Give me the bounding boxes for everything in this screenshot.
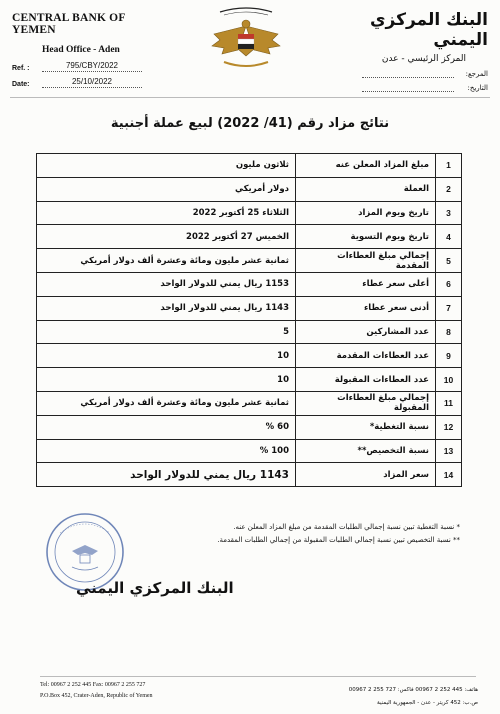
table-row — [37, 154, 462, 178]
footer-address-en: P.O.Box 452, Crater-Aden, Republic of Yemen — [40, 693, 153, 700]
footnote-coverage: * نسبة التغطية تبين نسبة إجمالي الطلبات المقدمة من مبلغ المزاد المعلن عنه. — [233, 523, 460, 531]
table-row — [37, 415, 462, 439]
row-label: تاريخ ويوم التسوية — [296, 225, 436, 249]
row-number: 7 — [436, 296, 462, 320]
row-value: 10 — [37, 344, 296, 368]
date-label: Date: — [12, 81, 30, 88]
row-label: نسبة التغطية* — [296, 415, 436, 439]
date-label-arabic: التاريخ: — [467, 84, 488, 92]
row-number: 9 — [436, 344, 462, 368]
footer-divider — [40, 676, 476, 677]
table-row — [37, 391, 462, 415]
date-blank-arabic — [362, 91, 454, 92]
footer-english — [40, 680, 153, 703]
row-value: 1153 ريال يمني للدولار الواحد — [37, 272, 296, 296]
office-arabic: المركز الرئيسي - عدن — [381, 54, 466, 64]
bank-name-arabic: البنك المركزي اليمني — [369, 10, 488, 50]
row-label: أدنى سعر عطاء — [296, 296, 436, 320]
row-number: 14 — [436, 463, 462, 487]
footer-address-ar: ص.ب: 452 كريتر - عدن - الجمهورية اليمنية — [377, 700, 478, 707]
row-number: 5 — [436, 249, 462, 273]
table-row — [37, 368, 462, 392]
footer-tel-fax-en: Tel: 00967 2 252 445 Fax: 00967 2 255 727 — [40, 682, 146, 688]
ref-label-arabic: المرجع: — [465, 70, 488, 78]
row-value: ثمانية عشر مليون ومائة وعشرة ألف دولار أمريكي — [37, 249, 296, 273]
row-number: 6 — [436, 272, 462, 296]
row-label: إجمالي مبلغ العطاءات المقبولة — [296, 391, 436, 415]
header-arabic — [338, 10, 488, 92]
row-number: 3 — [436, 201, 462, 225]
table-row — [37, 249, 462, 273]
table-row — [37, 177, 462, 201]
row-number: 12 — [436, 415, 462, 439]
yemen-eagle-emblem-icon — [208, 6, 284, 72]
row-value: 60 % — [37, 415, 296, 439]
row-label: عدد العطاءات المقبولة — [296, 368, 436, 392]
auction-results-table — [36, 153, 462, 487]
ref-row-arabic — [338, 70, 488, 78]
ref-value: 795/CBY/2022 — [42, 61, 142, 72]
footnote-allocation: ** نسبة التخصيص تبين نسبة إجمالي الطلبات المقبولة من إجمالي الطلبات المقدمة. — [217, 536, 460, 545]
date-value: 25/10/2022 — [42, 77, 142, 88]
row-value: 5 — [37, 320, 296, 344]
ref-label: Ref. : — [12, 65, 30, 72]
table-row — [37, 296, 462, 320]
date-row — [12, 77, 162, 88]
row-value: ثلاثون مليون — [37, 154, 296, 178]
row-number: 13 — [436, 439, 462, 463]
row-number: 8 — [436, 320, 462, 344]
office-english: Head Office - Aden — [42, 45, 120, 55]
table-row — [37, 225, 462, 249]
header-divider — [10, 97, 490, 98]
ref-blank-arabic — [362, 77, 454, 78]
row-value: ثمانية عشر مليون ومائة وعشرة ألف دولار أمريكي — [37, 391, 296, 415]
table-row — [37, 201, 462, 225]
row-label: نسبة التخصيص** — [296, 439, 436, 463]
row-value: 1143 ريال يمني للدولار الواحد — [37, 463, 296, 487]
row-value: 100 % — [37, 439, 296, 463]
row-label: إجمالي مبلغ العطاءات المقدمة — [296, 249, 436, 273]
row-label: مبلغ المزاد المعلن عنه — [296, 154, 436, 178]
table-row — [37, 272, 462, 296]
row-number: 2 — [436, 177, 462, 201]
table-row — [37, 439, 462, 463]
row-label: عدد المشاركين — [296, 320, 436, 344]
table-row — [37, 344, 462, 368]
row-value: 10 — [37, 368, 296, 392]
row-number: 10 — [436, 368, 462, 392]
date-row-arabic — [338, 84, 488, 92]
row-value: 1143 ريال يمني للدولار الواحد — [37, 296, 296, 320]
header-english — [12, 12, 162, 88]
row-value: الثلاثاء 25 أكتوبر 2022 — [37, 201, 296, 225]
row-label: تاريخ ويوم المزاد — [296, 201, 436, 225]
row-value: دولار أمريكي — [37, 177, 296, 201]
row-number: 4 — [436, 225, 462, 249]
document-title: نتائج مزاد رقم (41/ 2022) لبيع عملة أجنبية — [110, 116, 390, 131]
ref-row — [12, 61, 162, 72]
row-number: 11 — [436, 391, 462, 415]
row-label: العملة — [296, 177, 436, 201]
footnotes — [130, 521, 460, 548]
table-row — [37, 463, 462, 487]
row-value: الخميس 27 أكتوبر 2022 — [37, 225, 296, 249]
row-number: 1 — [436, 154, 462, 178]
bank-name-english: CENTRAL BANK OF YEMEN — [12, 12, 126, 36]
row-label: سعر المزاد — [296, 463, 436, 487]
signature-bank-name: البنك المركزي اليمني — [76, 579, 234, 597]
table-row — [37, 320, 462, 344]
row-label: عدد العطاءات المقدمة — [296, 344, 436, 368]
footer-tel-fax-ar: هاتف: 445 252 2 00967 فاكس: 727 255 2 00967 — [348, 687, 478, 693]
footer-arabic — [349, 684, 478, 710]
row-label: أعلى سعر عطاء — [296, 272, 436, 296]
